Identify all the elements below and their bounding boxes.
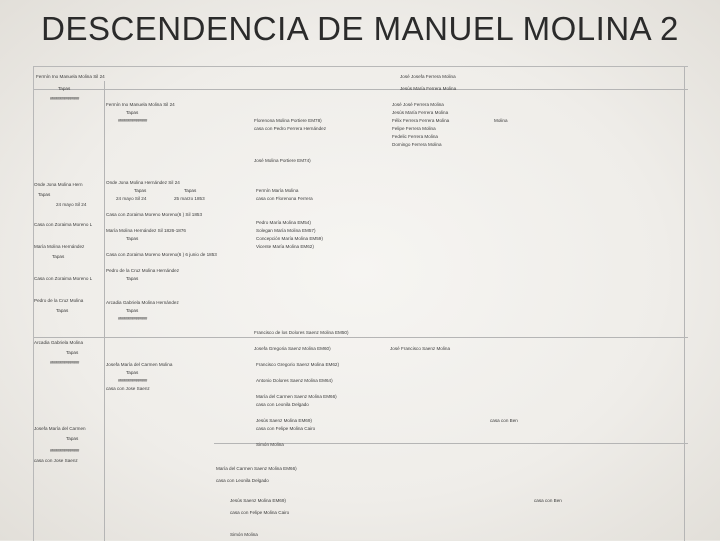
tree-entry: José Molina Portiere EM74) <box>254 157 311 164</box>
tree-entry: Solegan María Molina EM57) <box>256 227 316 234</box>
tree-entry: Josefa María del Carmen Molina <box>106 361 173 368</box>
tree-entry: casa con Jose Saenz <box>106 385 150 392</box>
tree-entry: Simón Molina <box>256 441 284 448</box>
tree-entry: Jesús María Ferrera Molina <box>400 85 457 92</box>
tree-entry: 24 mayo Sil 24 <box>56 201 87 208</box>
tree-entry: Felipe Ferrera Molina <box>392 125 436 132</box>
tree-entry: Simón Molina <box>230 531 258 538</box>
tree-entry: Tapas <box>66 349 79 356</box>
tree-entry: Tapas <box>126 369 139 376</box>
grid-line <box>34 89 688 90</box>
tree-entry: 24 mayo Sil 24 <box>116 195 147 202</box>
slide-title: DESCENDENCIA DE MANUEL MOLINA 2 <box>41 10 679 47</box>
tree-entry: Pedro María Molina EM54) <box>256 219 311 226</box>
tree-entry: Casa con Zoraima Moreno Moreno(6 ) 6 junio de 1853 <box>106 251 217 258</box>
tree-entry: casa con Pedro Ferrera Hernández <box>254 125 327 132</box>
tree-entry: Tapas <box>126 235 139 242</box>
tree-entry: Fedelic Ferrera Molina <box>392 133 438 140</box>
tree-entry: Casa con Zoraima Moreno L <box>34 221 93 228</box>
tree-entry: Vicente María Molina EM62) <box>256 243 314 250</box>
tree-entry: ############## <box>50 359 79 366</box>
tree-entry: Casa con Zoraima Moreno Moreno(6 ) Sil 1853 <box>106 211 203 218</box>
tree-entry: casa con Leonila Delgado <box>216 477 269 484</box>
tree-entry: ############## <box>50 95 79 102</box>
tree-entry: Arcadia Gabriela Molina Hernández <box>106 299 179 306</box>
grid-line <box>214 443 688 444</box>
tree-entry: María del Carmen Saenz Molina EM66) <box>256 393 337 400</box>
tree-entry: Josefa Gregoria Saenz Molina EM60) <box>254 345 331 352</box>
tree-entry: casa con Jose Saenz <box>34 457 78 464</box>
tree-entry: Francisco Gregorio Saenz Molina EM62) <box>256 361 339 368</box>
tree-entry: María Molina Hernández <box>34 243 85 250</box>
tree-entry: Fermín María Molina <box>256 187 299 194</box>
tree-entry: Francisco de los Dolores Saenz Molina EM50) <box>254 329 349 336</box>
tree-entry: Jesús María Ferrera Molina <box>392 109 449 116</box>
tree-entry: Onde Jona Molina Hernández Sil 24 <box>106 179 180 186</box>
tree-entry: Félix Ferrera Ferrera Molina <box>392 117 450 124</box>
grid-line <box>684 67 685 541</box>
tree-entry: Tapas <box>134 187 147 194</box>
tree-entry: Tapas <box>38 191 51 198</box>
grid-line <box>104 81 105 541</box>
tree-entry: Tapas <box>126 109 139 116</box>
tree-entry: 25 marzo 1853 <box>174 195 205 202</box>
tree-entry: Tapas <box>126 275 139 282</box>
tree-entry: casa con Leonila Delgado <box>256 401 309 408</box>
tree-entry: Tapas <box>184 187 197 194</box>
tree-entry: María del Carmen Saenz Molina EM66) <box>216 465 297 472</box>
tree-entry: Tapas <box>66 435 79 442</box>
tree-entry: ############## <box>50 447 79 454</box>
tree-entry: Molina <box>494 117 508 124</box>
tree-entry: Concepción María Molina EM59) <box>256 235 323 242</box>
tree-entry: Arcadia Gabriela Molina <box>34 339 84 346</box>
tree-entry: Pedro de la Cruz Molina <box>34 297 84 304</box>
grid-line <box>34 337 688 338</box>
tree-entry: José Francisco Saenz Molina <box>390 345 451 352</box>
tree-entry: Josefa María del Carmen <box>34 425 86 432</box>
tree-entry: Domingo Ferrera Molina <box>392 141 442 148</box>
tree-entry: ############## <box>118 377 147 384</box>
tree-entry: Tapas <box>126 307 139 314</box>
tree-entry: ############## <box>118 117 147 124</box>
tree-entry: José José Ferrera Molina <box>392 101 444 108</box>
tree-entry: ############## <box>118 315 147 322</box>
tree-entry: Florenona Molina Portiere EM78) <box>254 117 322 124</box>
tree-entry: casa con Florenona Ferrera <box>256 195 313 202</box>
tree-entry: Fermín Ino Manuela Molina Sil 24 <box>106 101 175 108</box>
tree-entry: Jesús Saenz Molina EM69) <box>230 497 286 504</box>
family-tree-chart <box>33 66 688 541</box>
tree-entry: casa con Ben <box>490 417 518 424</box>
tree-entry: Jesús Saenz Molina EM69) <box>256 417 312 424</box>
tree-entry: Tapas <box>56 307 69 314</box>
tree-entry: José Josefa Ferrera Molina <box>400 73 456 80</box>
tree-entry: María Molina Hernández Sil 1826-1876 <box>106 227 186 234</box>
tree-entry: Casa con Zoraima Moreno L <box>34 275 93 282</box>
tree-entry: casa con Felipe Molina Cairo <box>230 509 290 516</box>
tree-entry: casa con Ben <box>534 497 562 504</box>
tree-entry: Fermín Ino Manuela Molina Sil 24 <box>36 73 105 80</box>
tree-entry: Antonio Dolores Saenz Molina EM64) <box>256 377 333 384</box>
tree-entry: Tapas <box>58 85 71 92</box>
tree-entry: Onde Jona Molina Hern <box>34 181 83 188</box>
tree-entry: Pedro de la Cruz Molina Hernández <box>106 267 180 274</box>
tree-entry: Tapas <box>52 253 65 260</box>
tree-entry: casa con Felipe Molina Cairo <box>256 425 316 432</box>
